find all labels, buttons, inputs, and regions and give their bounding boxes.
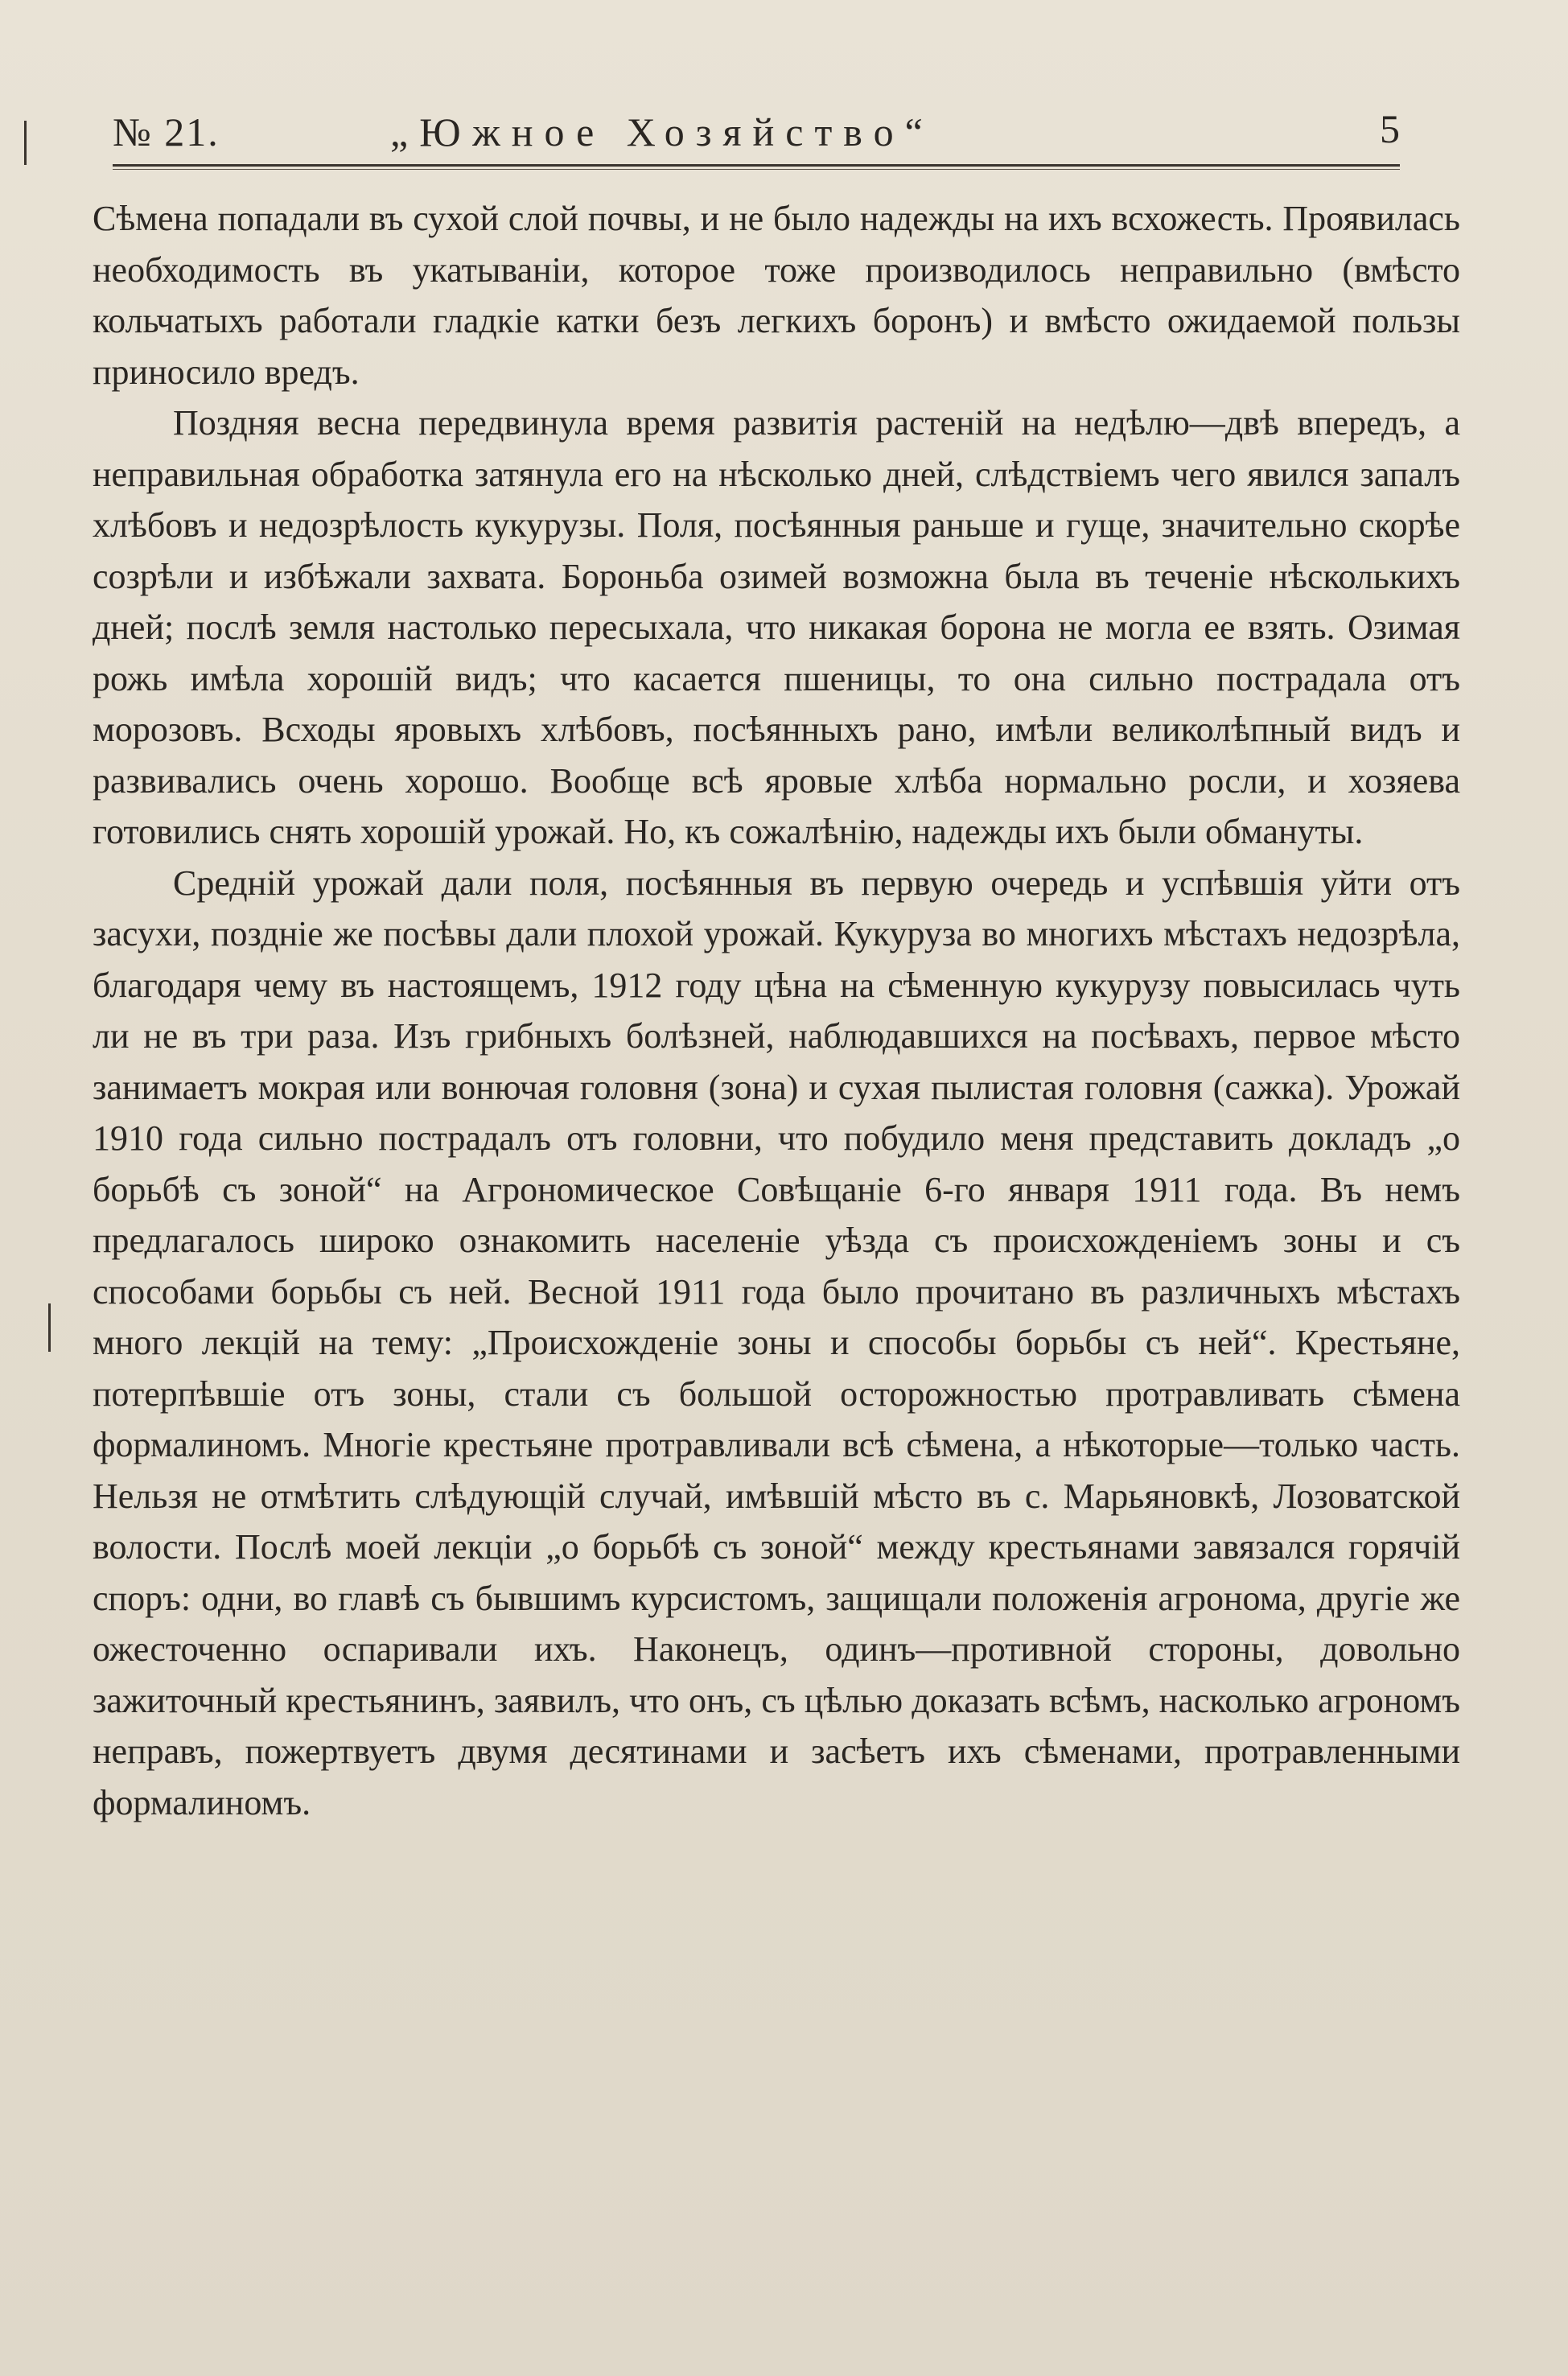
article-body	[93, 193, 1460, 1828]
journal-title: „Южное Хозяйство“	[390, 109, 934, 154]
paragraph: Сѣмена попадали въ сухой слой почвы, и не было надежды на ихъ всхожесть. Проявилась необходимость въ укатываніи, которое тоже производилось неправильно (вмѣсто кольчатыхъ работали гладкіе катки безъ легкихъ боронъ) и вмѣсто ожидаемой пользы приносило вредъ.	[93, 199, 1460, 392]
margin-mark	[24, 121, 27, 165]
page-number: 5	[1380, 106, 1400, 151]
margin-mark	[48, 1303, 51, 1352]
paragraph: Средній урожай дали поля, посѣянныя въ первую очередь и успѣвшія уйти отъ засухи, поздніе же посѣвы дали плохой урожай. Кукуруза во многихъ мѣстахъ недозрѣла, благодаря чему въ настоящемъ, 1912 году цѣна на сѣменную кукурузу повысилась чуть ли не въ три раза. Изъ грибныхъ болѣзней, наблюдавшихся на посѣвахъ, первое мѣсто занимаетъ мокрая или вонючая головня (зона) и сухая пылистая головня (сажка). Урожай 1910 года сильно пострадалъ отъ головни, что побудило меня представить докладъ „о борьбѣ съ зоной“ на Агрономическое Совѣщаніе 6-го января 1911 года. Въ немъ предлагалось широко ознакомить населеніе уѣзда съ происхожденіемъ зоны и съ способами борьбы съ ней. Весной 1911 года было прочитано въ различныхъ мѣстахъ много лекцій на тему: „Происхожденіе зоны и способы борьбы съ ней“. Крестьяне, потерпѣвшіе отъ зоны, стали съ большой осторожностью протравливать сѣмена формалиномъ. Многіе крестьяне протравливали всѣ сѣмена, а нѣкоторые—только часть. Нельзя не отмѣтить слѣдующій случай, имѣвшій мѣсто въ с. Марьяновкѣ, Лозоватской волости. Послѣ моей лекціи „о борьбѣ съ зоной“ между крестьянами завязался горячій споръ: одни, во главѣ съ бывшимъ курсистомъ, защищали положенія агронома, другіе же ожесточенно оспаривали ихъ. Наконецъ, одинъ—противной стороны, довольно зажиточный крестьянинъ, заявилъ, что онъ, съ цѣлью доказать всѣмъ, насколько агрономъ неправъ, пожертвуетъ двумя десятинами и засѣетъ ихъ сѣменами, протравленными формалиномъ.	[93, 863, 1460, 1822]
paragraph: Поздняя весна передвинула время развитія растеній на недѣлю—двѣ впередъ, а неправильная обработка затянула его на нѣсколько дней, слѣдствіемъ чего явился запалъ хлѣбовъ и недозрѣлость кукурузы. Поля, посѣянныя раньше и гуще, значительно скорѣе созрѣли и избѣжали захвата. Бороньба озимей возможна была въ теченіе нѣсколькихъ дней; послѣ земля настолько пересыхала, что никакая борона не могла ее взять. Озимая рожь имѣла хорошій видъ; что касается пшеницы, то она сильно пострадала отъ морозовъ. Всходы яровыхъ хлѣбовъ, посѣянныхъ рано, имѣли великолѣпный видъ и развивались очень хорошо. Вообще всѣ яровые хлѣба нормально росли, и хозяева готовились снять хорошій урожай. Но, къ сожалѣнію, надежды ихъ были обмануты.	[93, 403, 1460, 851]
running-header	[113, 106, 1400, 165]
header-rule	[113, 169, 1400, 170]
issue-number: № 21.	[113, 109, 220, 154]
header-rule	[113, 164, 1400, 167]
